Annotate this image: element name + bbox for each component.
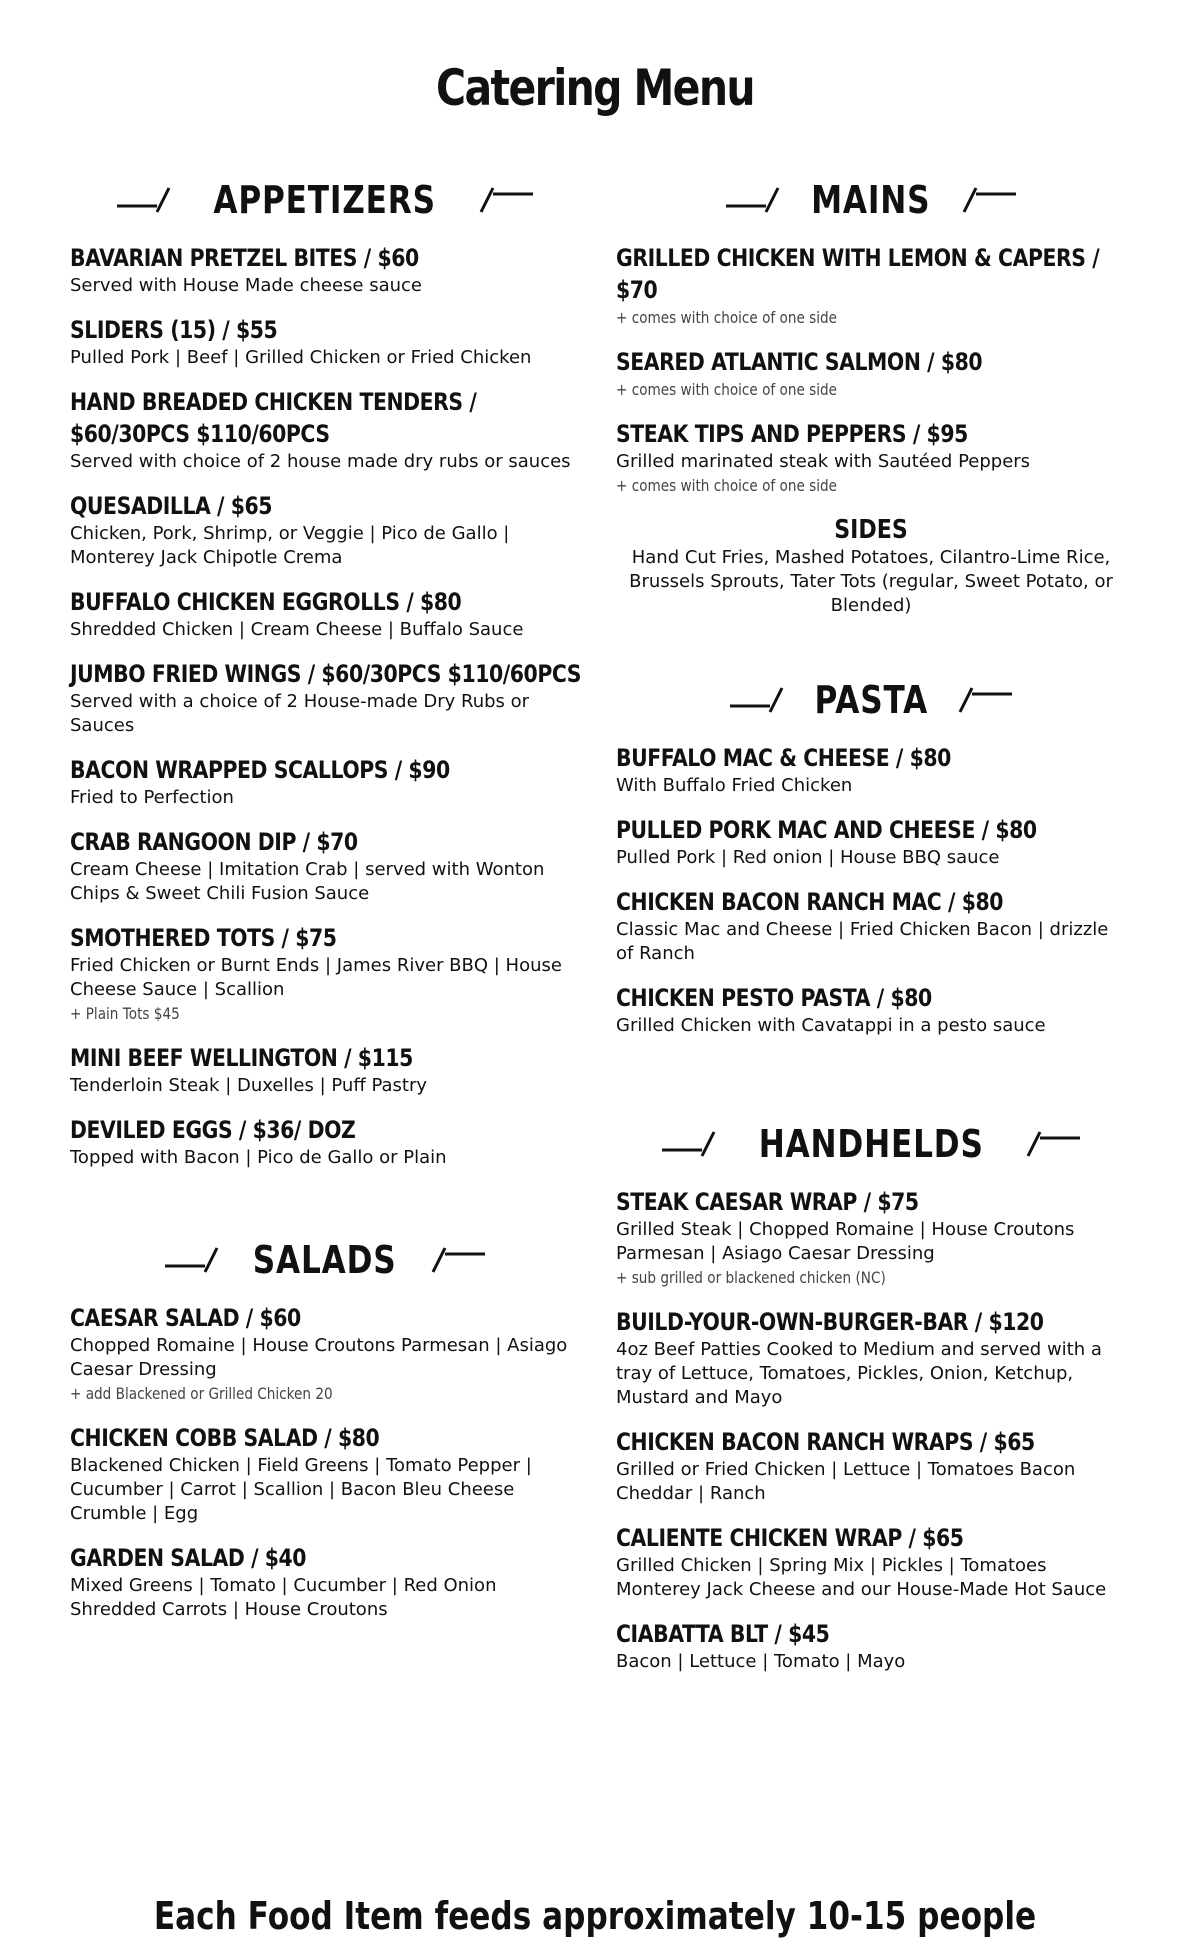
mains-list <box>616 242 1126 498</box>
menu-item <box>616 346 1126 402</box>
menu-item-name: BAVARIAN PRETZEL BITES / $60 <box>70 244 419 272</box>
appetizers-list <box>70 242 580 1170</box>
menu-item <box>70 586 580 642</box>
salads-header <box>70 1230 580 1290</box>
menu-item-name: BACON WRAPPED SCALLOPS / $90 <box>70 756 450 784</box>
menu-item <box>616 418 1126 498</box>
menu-item <box>70 658 580 738</box>
menu-item-note: + comes with choice of one side <box>616 476 838 495</box>
menu-item-note: + comes with choice of one side <box>616 308 838 327</box>
menu-item-name: CHICKEN BACON RANCH MAC / $80 <box>616 888 1004 916</box>
menu-item-description: Topped with Bacon | Pico de Gallo or Plain <box>70 1147 447 1168</box>
menu-item <box>70 1542 580 1622</box>
menu-item-name: MINI BEEF WELLINGTON / $115 <box>70 1044 413 1072</box>
menu-item-name: CAESAR SALAD / $60 <box>70 1304 301 1332</box>
menu-item <box>616 1522 1126 1602</box>
menu-item <box>70 1422 580 1526</box>
right-slash-decoration-icon <box>477 186 533 214</box>
menu-item-name: BUILD-YOUR-OWN-BURGER-BAR / $120 <box>616 1308 1044 1336</box>
sides-text: Hand Cut Fries, Mashed Potatoes, Cilantro-Lime Rice, Brussels Sprouts, Tater Tots (regular, Sweet Potato, or Blended) <box>629 547 1113 616</box>
menu-item-description: Chicken, Pork, Shrimp, or Veggie | Pico de Gallo | Monterey Jack Chipotle Crema <box>70 523 510 568</box>
appetizers-header <box>70 170 580 230</box>
menu-item-name: GARDEN SALAD / $40 <box>70 1544 307 1572</box>
sides-title: SIDES <box>834 515 908 545</box>
menu-item-name: QUESADILLA / $65 <box>70 492 273 520</box>
menu-item-description: Grilled marinated steak with Sautéed Peppers <box>616 451 1031 472</box>
right-column <box>616 170 1126 1690</box>
menu-item-description: Classic Mac and Cheese | Fried Chicken Bacon | drizzle of Ranch <box>616 919 1109 964</box>
section-title: PASTA <box>814 678 928 722</box>
menu-item-description: Cream Cheese | Imitation Crab | served with Wonton Chips & Sweet Chili Fusion Sauce <box>70 859 545 904</box>
menu-item <box>616 242 1126 330</box>
menu-item-name: HAND BREADED CHICKEN TENDERS / $60/30PCS $110/60PCS <box>70 388 477 448</box>
menu-item-description: Fried to Perfection <box>70 787 234 808</box>
menu-item-name: CHICKEN COBB SALAD / $80 <box>70 1424 380 1452</box>
pasta-header <box>616 670 1126 730</box>
menu-item-name: BUFFALO CHICKEN EGGROLLS / $80 <box>70 588 462 616</box>
menu-item-description: Tenderloin Steak | Duxelles | Puff Pastry <box>70 1075 428 1096</box>
menu-item <box>70 386 580 474</box>
menu-item-description: Served with a choice of 2 House-made Dry Rubs or Sauces <box>70 691 530 736</box>
section-title: MAINS <box>811 178 931 222</box>
menu-item <box>616 742 1126 798</box>
handhelds-list <box>616 1186 1126 1674</box>
menu-item <box>616 814 1126 870</box>
sides-block <box>616 514 1126 618</box>
menu-item-name: CALIENTE CHICKEN WRAP / $65 <box>616 1524 964 1552</box>
menu-title: Catering Menu <box>436 59 754 117</box>
menu-item-name: CIABATTA BLT / $45 <box>616 1620 830 1648</box>
left-slash-decoration-icon <box>730 686 786 714</box>
menu-item-description: With Buffalo Fried Chicken <box>616 775 853 796</box>
menu-item-note: + comes with choice of one side <box>616 380 838 399</box>
menu-item-description: Grilled Chicken with Cavatappi in a pesto sauce <box>616 1015 1046 1036</box>
menu-item-name: STEAK TIPS AND PEPPERS / $95 <box>616 420 968 448</box>
menu-item-description: Shredded Chicken | Cream Cheese | Buffalo Sauce <box>70 619 524 640</box>
menu-item-name: SLIDERS (15) / $55 <box>70 316 278 344</box>
section-title: SALADS <box>253 1238 397 1282</box>
right-slash-decoration-icon <box>429 1246 485 1274</box>
menu-item <box>616 1426 1126 1506</box>
menu-item <box>70 1042 580 1098</box>
menu-item <box>70 922 580 1026</box>
footer-note: Each Food Item feeds approximately 10-15 people <box>153 1894 1037 1938</box>
menu-item-description: 4oz Beef Patties Cooked to Medium and served with a tray of Lettuce, Tomatoes, Pickles, Onion, Ketchup, Mustard and Mayo <box>616 1339 1102 1408</box>
left-slash-decoration-icon <box>117 186 173 214</box>
menu-item-description: Pulled Pork | Red onion | House BBQ sauce <box>616 847 1000 868</box>
menu-item-description: Grilled or Fried Chicken | Lettuce | Tomatoes Bacon Cheddar | Ranch <box>616 1459 1076 1504</box>
menu-item-name: SEARED ATLANTIC SALMON / $80 <box>616 348 983 376</box>
menu-item-name: BUFFALO MAC & CHEESE / $80 <box>616 744 951 772</box>
left-slash-decoration-icon <box>726 186 782 214</box>
right-slash-decoration-icon <box>1024 1130 1080 1158</box>
menu-item-description: Blackened Chicken | Field Greens | Tomato Pepper | Cucumber | Carrot | Scallion | Bacon Bleu Cheese Crumble | Egg <box>70 1455 532 1524</box>
menu-item-name: DEVILED EGGS / $36/ DOZ <box>70 1116 356 1144</box>
menu-item-description: Pulled Pork | Beef | Grilled Chicken or Fried Chicken <box>70 347 532 368</box>
mains-header <box>616 170 1126 230</box>
menu-item <box>70 1114 580 1170</box>
menu-item <box>70 754 580 810</box>
menu-item-description: Mixed Greens | Tomato | Cucumber | Red Onion Shredded Carrots | House Croutons <box>70 1575 497 1620</box>
menu-item <box>70 242 580 298</box>
menu-item <box>70 490 580 570</box>
menu-item <box>616 886 1126 966</box>
section-title: APPETIZERS <box>213 178 437 222</box>
left-slash-decoration-icon <box>662 1130 718 1158</box>
menu-item-name: CRAB RANGOON DIP / $70 <box>70 828 358 856</box>
menu-item-description: Grilled Chicken | Spring Mix | Pickles | Tomatoes Monterey Jack Cheese and our House-Made Hot Sauce <box>616 1555 1107 1600</box>
left-slash-decoration-icon <box>165 1246 221 1274</box>
menu-item <box>616 982 1126 1038</box>
menu-item <box>70 1302 580 1406</box>
menu-item-name: STEAK CAESAR WRAP / $75 <box>616 1188 919 1216</box>
pasta-list <box>616 742 1126 1038</box>
menu-item-note: + sub grilled or blackened chicken (NC) <box>616 1268 886 1287</box>
menu-item-description: Bacon | Lettuce | Tomato | Mayo <box>616 1651 906 1672</box>
right-slash-decoration-icon <box>956 686 1012 714</box>
section-title: HANDHELDS <box>758 1122 984 1166</box>
menu-item-note: + add Blackened or Grilled Chicken 20 <box>70 1384 333 1403</box>
menu-item-name: GRILLED CHICKEN WITH LEMON & CAPERS / $70 <box>616 244 1100 304</box>
menu-item <box>70 314 580 370</box>
menu-item-name: SMOTHERED TOTS / $75 <box>70 924 337 952</box>
left-column <box>70 170 580 1638</box>
menu-item <box>616 1618 1126 1674</box>
menu-item <box>70 826 580 906</box>
handhelds-header <box>616 1114 1126 1174</box>
menu-item-description: Grilled Steak | Chopped Romaine | House Croutons Parmesan | Asiago Caesar Dressing <box>616 1219 1075 1264</box>
menu-item-description: Chopped Romaine | House Croutons Parmesan | Asiago Caesar Dressing <box>70 1335 568 1380</box>
menu-item-name: CHICKEN BACON RANCH WRAPS / $65 <box>616 1428 1035 1456</box>
menu-item-description: Served with choice of 2 house made dry rubs or sauces <box>70 451 571 472</box>
menu-item-name: CHICKEN PESTO PASTA / $80 <box>616 984 932 1012</box>
menu-item <box>616 1306 1126 1410</box>
salads-list <box>70 1302 580 1622</box>
menu-item-description: Served with House Made cheese sauce <box>70 275 423 296</box>
right-slash-decoration-icon <box>960 186 1016 214</box>
menu-item-description: Fried Chicken or Burnt Ends | James River BBQ | House Cheese Sauce | Scallion <box>70 955 562 1000</box>
menu-item <box>616 1186 1126 1290</box>
menu-item-name: PULLED PORK MAC AND CHEESE / $80 <box>616 816 1037 844</box>
menu-item-note: + Plain Tots $45 <box>70 1004 180 1023</box>
menu-item-name: JUMBO FRIED WINGS / $60/30PCS $110/60PCS <box>70 660 582 688</box>
